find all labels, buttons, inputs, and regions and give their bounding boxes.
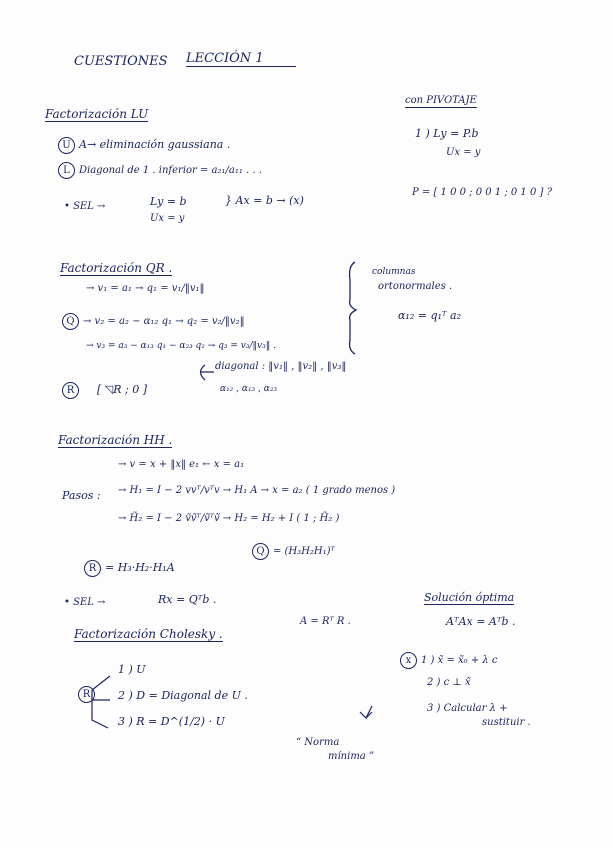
optima-step-1-text: 1 ) x̃ = x̃₀ + λ c (421, 655, 498, 666)
qr-arrows (200, 365, 214, 380)
norma-line-1: “ Norma (296, 737, 340, 748)
optima-step-2: 2 ) c ⊥ x̃ (427, 677, 471, 688)
lu-text-2: Diagonal de 1 . inferior = a₂₁/a₁₁ . . . (79, 165, 262, 176)
qr-r-matrix: [ ◹R ; 0 ] (97, 383, 148, 396)
cholesky-step-1: 1 ) U (118, 663, 146, 676)
qr-side-ortonormales: ortonormales . (378, 281, 453, 292)
hh-line-1: → v = x + ‖x‖ e₁ ← x = a₁ (118, 459, 245, 470)
qr-brace (350, 262, 356, 354)
lu-ly: Ly = b (150, 195, 187, 208)
qr-alpha: α₁₂ = q₁ᵀ a₂ (398, 309, 461, 322)
heading-pivotaje: con PIVOTAJE (405, 95, 477, 106)
pivot-step-2: Ux = y (446, 147, 481, 158)
cholesky-step-2: 2 ) D = Diagonal de U . (118, 689, 248, 702)
circled-l: L (58, 162, 75, 179)
cholesky-eq: A = Rᵀ R . (300, 616, 351, 627)
pivot-matrix: P = [ 1 0 0 ; 0 0 1 ; 0 1 0 ] ? (412, 187, 552, 198)
qr-offdiagonal: α₁₂ , α₁₃ , α₂₃ (220, 384, 278, 394)
hh-line-2: → H₁ = I − 2 vvᵀ/vᵀv → H₁ A → x = a₂ ( 1 grado menos ) (118, 485, 396, 496)
heading-qr: Factorización QR . (60, 261, 173, 275)
title-cuestiones: CUESTIONES (74, 54, 168, 69)
hh-q-expr: = (H₃H₂H₁)ᵀ (273, 546, 335, 557)
norma-line-2: mínima ” (328, 751, 375, 762)
lu-axb: } Ax = b → (x) (225, 194, 304, 207)
qr-v2: → v₂ = a₂ − α₁₂ q₁ → q₂ = v₂/‖v₂‖ (83, 316, 245, 327)
circled-q-hh: Q (252, 543, 269, 560)
hh-line-3: → H̃₂ = I − 2 ṽṽᵀ/ṽᵀṽ → H₂ = H₂ + I ( 1 ; H̃₂ ) (118, 513, 340, 524)
title-leccion: LECCIÓN 1 (186, 52, 296, 67)
cholesky-branch-arrows (92, 676, 110, 728)
circled-u: U (58, 137, 75, 154)
cholesky-step-3: 3 ) R = D^(1/2) · U (118, 715, 225, 728)
lu-text-1: A→ eliminación gaussiana . (79, 138, 231, 151)
hh-sel: • SEL → (64, 597, 106, 608)
pivot-step-1: 1 ) Ly = P.b (415, 127, 479, 140)
norma-arrow (360, 706, 372, 718)
optima-eq: AᵀAx = Aᵀb . (446, 615, 516, 628)
heading-lu: Factorización LU (45, 107, 149, 121)
heading-solucion-optima: Solución óptima (424, 591, 515, 604)
hh-r-expr: = H₃·H₂·H₁A (105, 561, 175, 574)
circled-r-ch: R (78, 686, 95, 703)
qr-diagonal: diagonal : ‖v₁‖ , ‖v₂‖ , ‖v₃‖ (215, 361, 347, 372)
optima-step-3b: sustituir . (482, 717, 531, 728)
heading-hh: Factorización HH . (58, 433, 173, 447)
heading-cholesky: Factorización Cholesky . (74, 627, 223, 641)
qr-v3: → v₃ = a₃ − α₁₃ q₁ − α₂₃ q₂ → q₃ = v₃/‖v₃‖ . (86, 341, 276, 351)
circled-r-hh: R (84, 560, 101, 577)
hh-pasos: Pasos : (62, 489, 101, 502)
qr-side-columnas: columnas (372, 267, 416, 277)
hh-rx: Rx = Qᵀb . (158, 593, 217, 606)
circled-r: R (62, 382, 79, 399)
qr-v1: → v₁ = a₁ → q₁ = v₁/‖v₁‖ (86, 283, 205, 294)
circled-x: x (400, 652, 417, 669)
circled-q: Q (62, 313, 79, 330)
lu-ux: Ux = y (150, 213, 185, 224)
optima-step-3: 3 ) Calcular λ + (427, 703, 508, 714)
lu-sel: • SEL → (64, 201, 106, 212)
